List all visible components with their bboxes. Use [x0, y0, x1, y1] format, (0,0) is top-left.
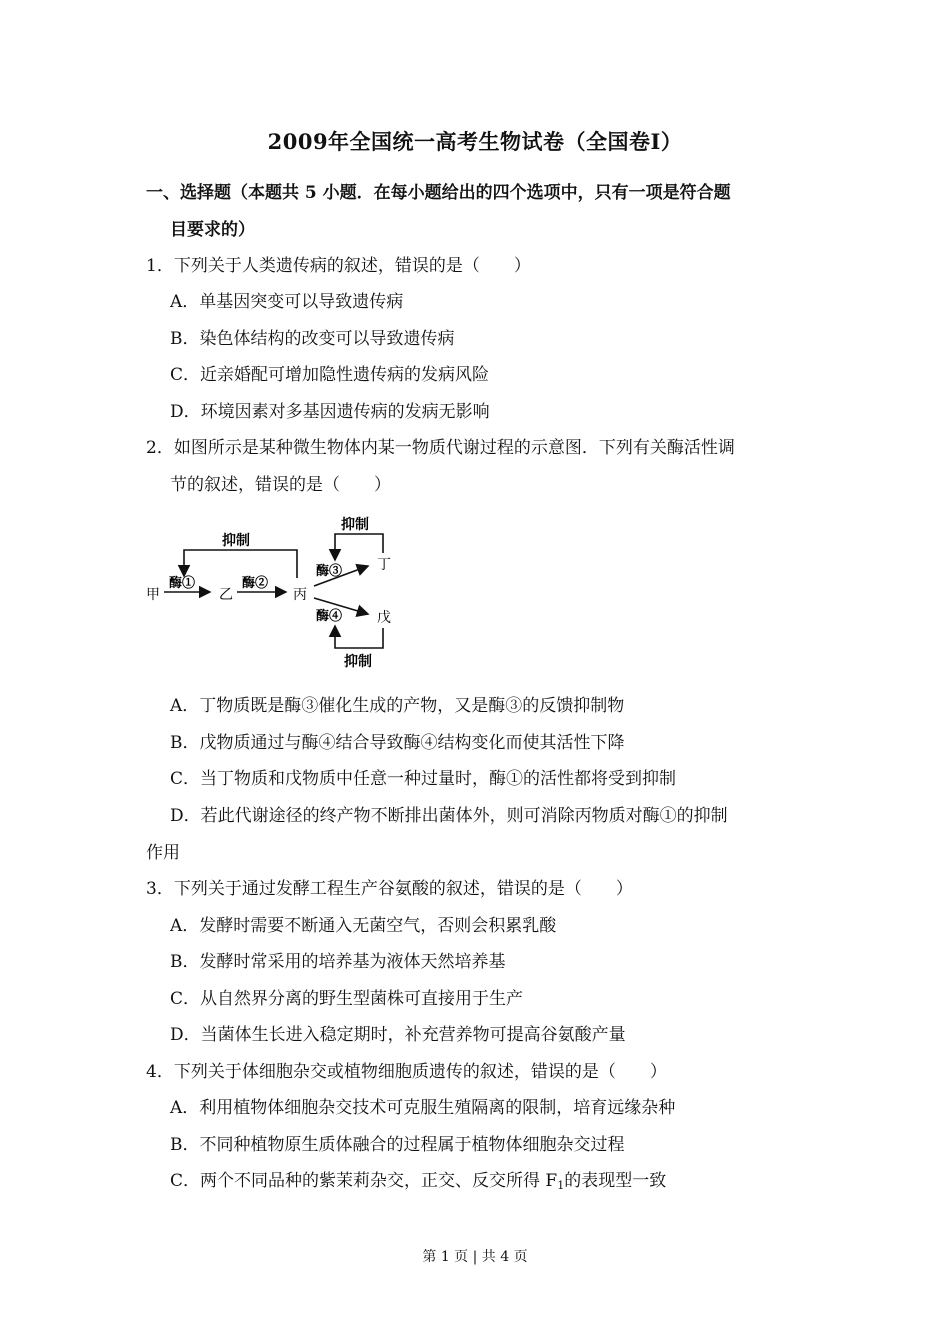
inhibition-arrow-ding-to-enzyme3 — [335, 534, 383, 560]
inhibit-label-top-right: 抑制 — [341, 517, 369, 533]
question-2-option-b: B．戊物质通过与酶④结合导致酶④结构变化而使其活性下降 — [170, 733, 625, 753]
inhibition-arrow-bing-to-enzyme1 — [184, 550, 297, 578]
question-4-option-c-pre: C．两个不同品种的紫茉莉杂交，正交、反交所得 F — [170, 1171, 558, 1191]
question-1-option-c: C．近亲婚配可增加隐性遗传病的发病风险 — [170, 365, 490, 385]
question-2-option-a: A．丁物质既是酶③催化生成的产物，又是酶③的反馈抑制物 — [170, 696, 625, 716]
question-4-option-c-post: 的表现型一致 — [564, 1171, 667, 1191]
inhibit-label-bottom: 抑制 — [344, 654, 372, 670]
enzyme-2-label: 酶② — [242, 576, 269, 591]
question-1-option-a: A．单基因突变可以导致遗传病 — [170, 292, 404, 312]
substance-ding: 丁 — [377, 557, 391, 573]
inhibition-arrow-wu-to-enzyme4 — [335, 626, 383, 648]
question-2-stem-line1: 2．如图所示是某种微生物体内某一物质代谢过程的示意图．下列有关酶活性调 — [146, 438, 735, 458]
question-2-option-d: D．若此代谢途径的终产物不断排出菌体外，则可消除丙物质对酶①的抑制 — [170, 806, 728, 826]
inhibit-label-top-left: 抑制 — [222, 533, 250, 549]
enzyme-4-label: 酶④ — [316, 609, 343, 624]
question-4-stem: 4．下列关于体细胞杂交或植物细胞质遗传的叙述，错误的是（ ） — [146, 1062, 667, 1082]
question-3-stem: 3．下列关于通过发酵工程生产谷氨酸的叙述，错误的是（ ） — [146, 879, 633, 899]
question-3-option-d: D．当菌体生长进入稳定期时，补充营养物可提高谷氨酸产量 — [170, 1025, 626, 1045]
question-1-option-d: D．环境因素对多基因遗传病的发病无影响 — [170, 402, 490, 422]
question-2-option-c: C．当丁物质和戊物质中任意一种过量时，酶①的活性都将受到抑制 — [170, 769, 677, 789]
enzyme-1-label: 酶① — [169, 576, 196, 591]
question-1-option-b: B．染色体结构的改变可以导致遗传病 — [170, 329, 455, 349]
section-heading-line2: 目要求的） — [170, 220, 255, 240]
question-2-option-d-continued: 作用 — [146, 843, 180, 863]
metabolic-pathway-diagram — [140, 508, 410, 673]
substance-jia: 甲 — [146, 587, 160, 603]
question-3-option-b: B．发酵时常采用的培养基为液体天然培养基 — [170, 952, 506, 972]
question-3-option-c: C．从自然界分离的野生型菌株可直接用于生产 — [170, 989, 524, 1009]
question-4-option-c — [170, 1169, 666, 1198]
page-title: 2009年全国统一高考生物试卷（全国卷Ⅰ） — [267, 129, 683, 154]
question-4-option-a: A．利用植物体细胞杂交技术可克服生殖隔离的限制，培育远缘杂种 — [170, 1098, 676, 1118]
substance-yi: 乙 — [219, 587, 233, 603]
question-4-option-b: B．不同种植物原生质体融合的过程属于植物体细胞杂交过程 — [170, 1135, 625, 1155]
question-1-stem: 1．下列关于人类遗传病的叙述，错误的是（ ） — [146, 256, 531, 276]
question-2-stem-line2: 节的叙述，错误的是（ ） — [170, 475, 391, 495]
substance-wu: 戊 — [377, 610, 391, 626]
substance-bing: 丙 — [293, 587, 307, 603]
enzyme-3-label: 酶③ — [316, 564, 343, 579]
page-footer: 第 1 页 | 共 4 页 — [422, 1249, 528, 1265]
section-heading-line1: 一、选择题（本题共 5 小题．在每小题给出的四个选项中，只有一项是符合题 — [146, 183, 731, 203]
question-3-option-a: A．发酵时需要不断通入无菌空气，否则会积累乳酸 — [170, 916, 557, 936]
question-4-option-c-subscript: 1 — [557, 1179, 565, 1192]
